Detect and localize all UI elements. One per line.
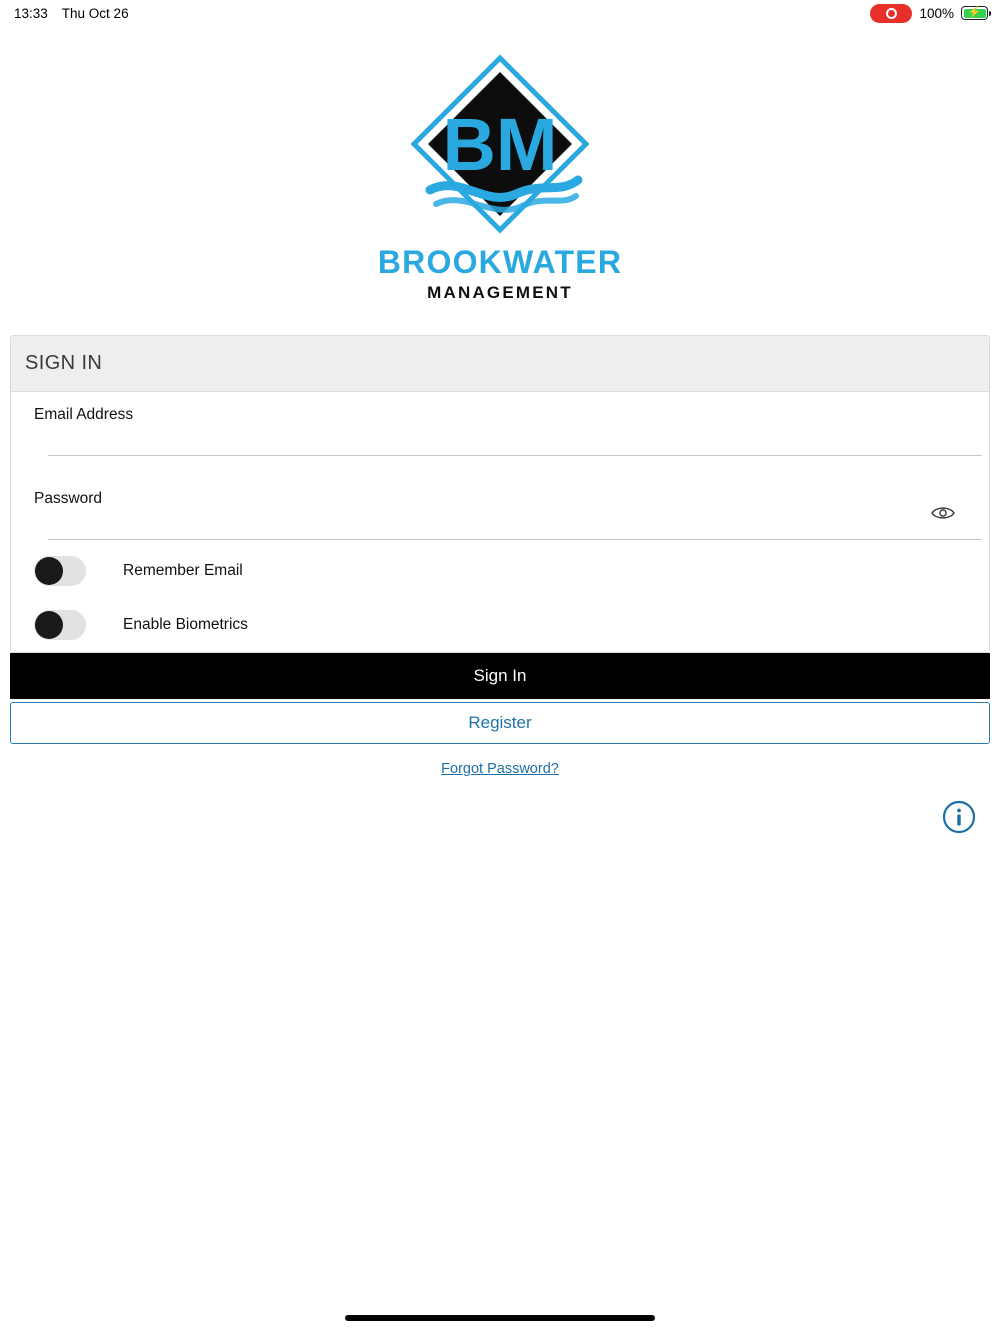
password-label: Password [34, 490, 103, 507]
status-bar-right [870, 0, 988, 26]
email-field-group [23, 406, 977, 456]
status-date: Thu Oct 26 [61, 5, 129, 21]
sign-in-form [11, 392, 989, 652]
enable-biometrics-toggle[interactable] [34, 610, 86, 640]
sign-in-header: SIGN IN [11, 336, 989, 392]
forgot-password-link[interactable]: Forgot Password? [441, 761, 559, 777]
status-time: 13:33 [14, 5, 48, 21]
svg-text:BM: BM [442, 103, 558, 186]
password-input[interactable] [48, 528, 982, 540]
info-circle-icon [942, 800, 976, 834]
app-logo [0, 26, 1000, 301]
forgot-password-row [0, 760, 1000, 778]
bolt-icon: ⚡ [967, 6, 982, 19]
toggle-knob [35, 611, 63, 639]
brookwater-logo-icon [400, 48, 600, 244]
eye-icon[interactable] [931, 504, 955, 524]
record-icon[interactable] [870, 4, 912, 23]
enable-biometrics-row[interactable] [23, 598, 977, 652]
remember-email-label: Remember Email [123, 562, 243, 579]
info-button[interactable] [942, 800, 976, 834]
logo-subtitle: MANAGEMENT [427, 283, 573, 302]
record-dot-icon [886, 8, 897, 19]
sign-in-card [10, 335, 990, 653]
home-indicator [345, 1315, 655, 1321]
status-bar [0, 0, 1000, 26]
sign-in-button[interactable]: Sign In [10, 653, 990, 699]
password-field-group [23, 490, 977, 540]
status-bar-left [14, 6, 129, 21]
battery-percent: 100% [919, 5, 954, 21]
toggle-knob [35, 557, 63, 585]
battery-charging-icon [961, 6, 988, 20]
email-input[interactable] [48, 444, 982, 456]
remember-email-row[interactable] [23, 544, 977, 598]
enable-biometrics-label: Enable Biometrics [123, 616, 248, 633]
email-label: Email Address [34, 406, 134, 423]
register-button[interactable]: Register [10, 702, 990, 744]
remember-email-toggle[interactable] [34, 556, 86, 586]
eye-glyph [931, 505, 955, 521]
logo-wordmark: BROOKWATER [377, 244, 623, 280]
